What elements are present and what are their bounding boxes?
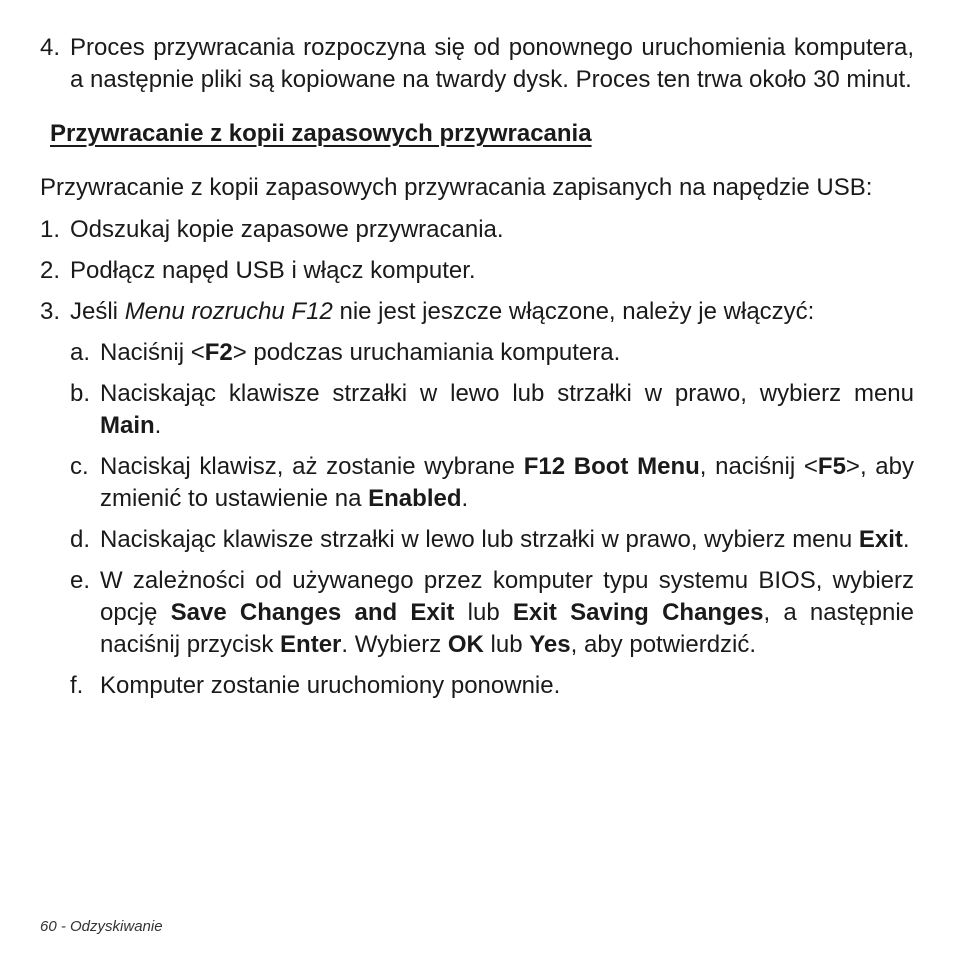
substep-e-part: lub <box>454 599 513 626</box>
step-1-number: 1. <box>40 216 61 243</box>
step-4 <box>40 32 914 96</box>
option-exit-saving-changes: Exit Saving Changes <box>512 599 764 626</box>
substep-c-part: . <box>461 485 469 512</box>
substep-a-letter: a. <box>70 339 91 366</box>
substep-e-text <box>100 565 914 661</box>
substep-e-part: , a następnie naciśnij przycisk <box>100 599 915 658</box>
step-2-number: 2. <box>40 257 61 284</box>
substep-f-letter: f. <box>70 672 84 699</box>
substep-d-text <box>100 524 914 556</box>
substep-e-letter: e. <box>70 567 91 594</box>
step-3-pre: Jeśli <box>70 298 125 325</box>
section-heading: Przywracanie z kopii zapasowych przywracania <box>50 120 592 147</box>
substep-a <box>70 337 914 369</box>
substep-a-part: Naciśnij < <box>100 339 205 366</box>
section-intro: Przywracanie z kopii zapasowych przywracania zapisanych na napędzie USB: <box>40 174 873 201</box>
substep-f <box>70 670 914 702</box>
menu-main: Main <box>100 412 155 439</box>
document-page <box>40 32 914 702</box>
option-save-changes-and-exit: Save Changes and Exit <box>170 599 455 626</box>
substep-e-part: W zależności od używanego przez komputer typu systemu BIOS, wybierz opcję <box>100 567 914 626</box>
page-footer: 60 - Odzyskiwanie <box>40 918 163 935</box>
substep-b <box>70 378 914 442</box>
step-3-number: 3. <box>40 298 61 325</box>
substep-b-part: . <box>154 412 162 439</box>
substep-e <box>70 565 914 661</box>
option-yes: Yes <box>529 631 571 658</box>
value-enabled: Enabled <box>368 485 462 512</box>
substep-c-part: , naciśnij < <box>699 453 818 480</box>
step-2 <box>40 255 914 287</box>
substep-d-part: . <box>902 526 910 553</box>
substep-b-part: Naciskając klawisze strzałki w lewo lub strzałki w prawo, wybierz menu <box>100 380 914 407</box>
substep-c-part: >, aby zmienić to ustawienie na <box>100 453 915 512</box>
substep-c-part: Naciskaj klawisz, aż zostanie wybrane <box>100 453 524 480</box>
step-1 <box>40 214 914 246</box>
substep-e-part: , aby potwierdzić. <box>570 631 757 658</box>
key-enter: Enter <box>280 631 342 658</box>
option-f12-boot-menu: F12 Boot Menu <box>523 453 700 480</box>
substep-c-text <box>100 451 914 515</box>
step-3 <box>40 296 914 328</box>
step-1-text: Odszukaj kopie zapasowe przywracania. <box>70 216 504 243</box>
substep-c <box>70 451 914 515</box>
step-3-post: nie jest jeszcze włączone, należy je włączyć: <box>332 298 815 325</box>
substep-b-text <box>100 378 914 442</box>
key-f5: F5 <box>817 453 846 480</box>
substep-f-text: Komputer zostanie uruchomiony ponownie. <box>100 672 561 699</box>
substep-b-letter: b. <box>70 380 91 407</box>
substep-a-part: > podczas uruchamiania komputera. <box>232 339 621 366</box>
substep-d-letter: d. <box>70 526 91 553</box>
substep-c-letter: c. <box>70 453 89 480</box>
substep-d-part: Naciskając klawisze strzałki w lewo lub strzałki w prawo, wybierz menu <box>100 526 859 553</box>
step-4-number: 4. <box>40 34 61 61</box>
key-f2: F2 <box>204 339 233 366</box>
step-4-text: Proces przywracania rozpoczyna się od ponownego uruchomienia komputera, a następnie pliki są kopiowane na twardy dysk. Proces ten trwa około 30 minut. <box>70 34 914 93</box>
step-2-text: Podłącz napęd USB i włącz komputer. <box>70 257 476 284</box>
step-3-text <box>70 296 914 328</box>
option-ok: OK <box>447 631 484 658</box>
substep-d <box>70 524 914 556</box>
substep-e-part: . Wybierz <box>341 631 448 658</box>
step-3-menu-name: Menu rozruchu F12 <box>124 298 333 325</box>
menu-exit: Exit <box>858 526 903 553</box>
substep-e-part: lub <box>483 631 530 658</box>
substep-a-text <box>100 337 914 369</box>
